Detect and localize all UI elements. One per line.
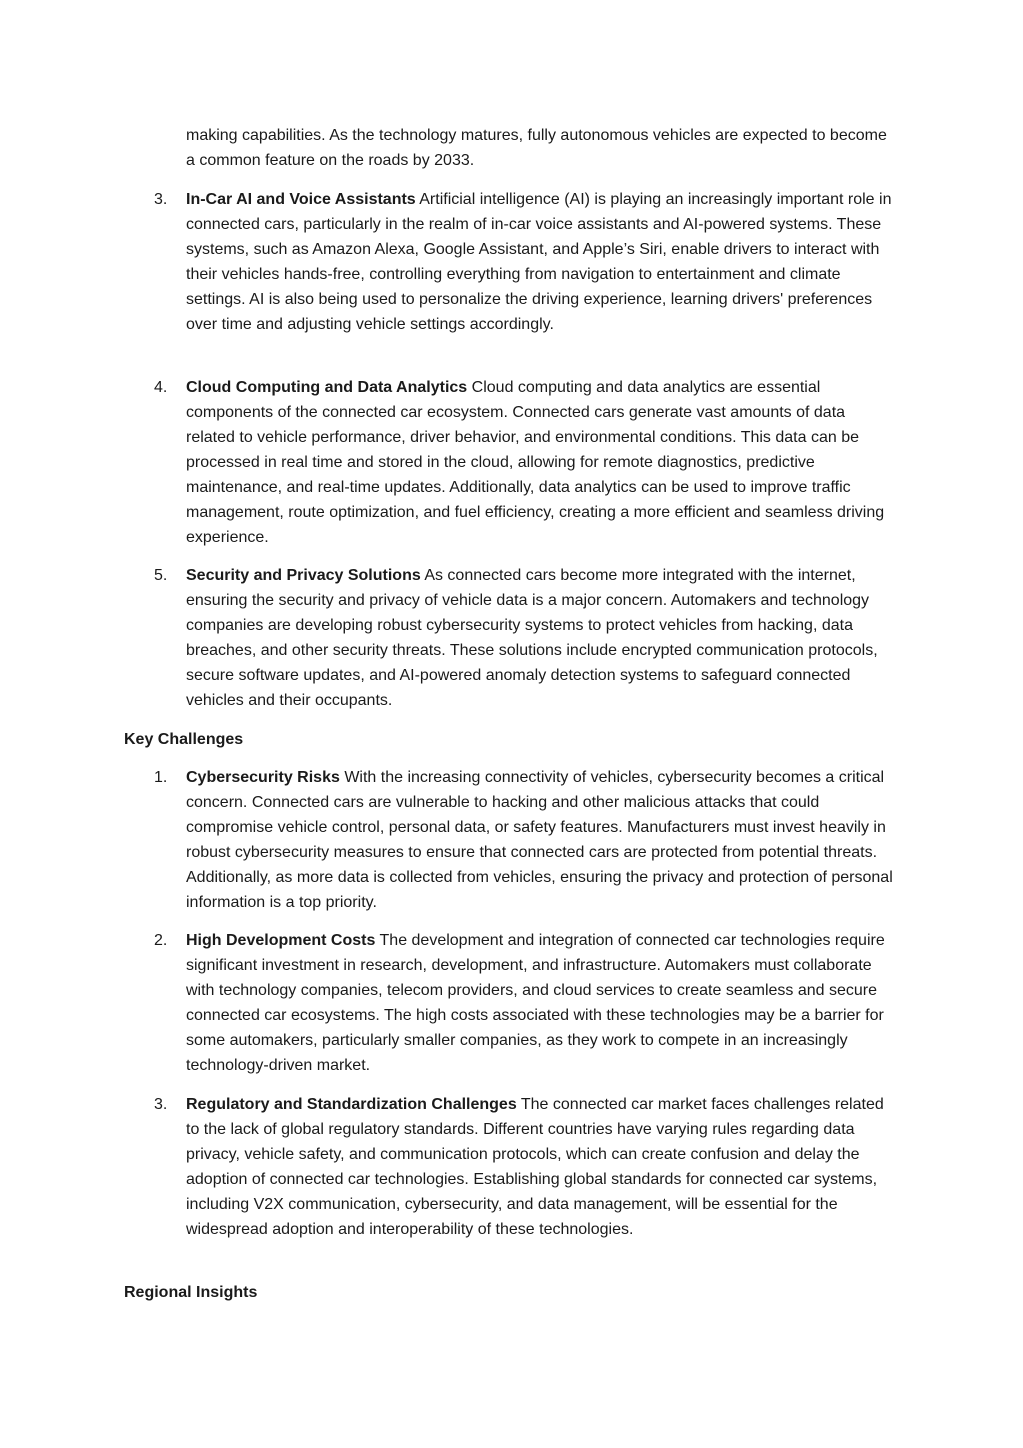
- list-item-title: High Development Costs: [186, 932, 376, 949]
- list-item-text: Cloud computing and data analytics are essential components of the connected car ecosystem. Connected cars generate vast amounts of data related to vehicle performance, driver behavior, and environmental conditions. This data can be processed in real time and stored in the cloud, allowing for remote diagnostics, predictive maintenance, and real-time updates. Additionally, data analytics can be used to improve traffic management, route optimization, and fuel efficiency, creating a more efficient and seamless driving experience.: [186, 379, 885, 546]
- list-item-title: Regulatory and Standardization Challenges: [186, 1096, 517, 1113]
- list-item-text: The development and integration of connected car technologies require significant investment in research, development, and infrastructure. Automakers must collaborate with technology companies, telecom providers, and cloud services to create seamless and secure connected car ecosystems. The high costs associated with these technologies may be a barrier for some automakers, particularly smaller companies, as they work to compete in an increasingly technology-driven market.: [186, 932, 885, 1074]
- list-number: 4.: [154, 379, 168, 396]
- list-item-text: The connected car market faces challenges related to the lack of global regulatory standards. Different countries have varying rules regarding data privacy, vehicle safety, and communication protocols, which can create confusion and delay the adoption of connected car technologies. Establishing global standards for connected car systems, including V2X communication, cybersecurity, and data management, will be essential for the widespread adoption and interoperability of these technologies.: [186, 1096, 884, 1238]
- list-item-trend-5: [154, 563, 898, 713]
- intro-continuation-text: making capabilities. As the technology matures, fully autonomous vehicles are expected to become a common feature on the roads by 2033.: [186, 127, 887, 169]
- list-item-challenge-1: [154, 765, 898, 915]
- intro-continuation-paragraph: [186, 123, 898, 173]
- list-item-text: As connected cars become more integrated with the internet, ensuring the security and privacy of vehicle data is a major concern. Automakers and technology companies are developing robust cybersecurity systems to protect vehicles from hacking, data breaches, and other security threats. These solutions include encrypted communication protocols, secure software updates, and AI-powered anomaly detection systems to safeguard connected vehicles and their occupants.: [186, 567, 878, 709]
- list-number: 5.: [154, 567, 168, 584]
- list-number: 2.: [154, 932, 168, 949]
- list-number: 3.: [154, 1096, 168, 1113]
- list-item-challenge-2: [154, 928, 898, 1078]
- list-item-title: Security and Privacy Solutions: [186, 567, 421, 584]
- list-item-title: In-Car AI and Voice Assistants: [186, 191, 416, 208]
- section-heading-regional-insights: Regional Insights: [124, 1284, 258, 1301]
- list-number: 3.: [154, 191, 168, 208]
- list-item-challenge-3: [154, 1092, 898, 1242]
- list-item-trend-4: [154, 375, 898, 550]
- list-item-title: Cloud Computing and Data Analytics: [186, 379, 468, 396]
- list-item-text: Artificial intelligence (AI) is playing an increasingly important role in connected cars, particularly in the realm of in-car voice assistants and AI-powered systems. These systems, such as Amazon Alexa, Google Assistant, and Apple’s Siri, enable drivers to interact with their vehicles hands-free, controlling everything from navigation to entertainment and climate settings. AI is also being used to personalize the driving experience, learning drivers' preferences over time and adjusting vehicle settings accordingly.: [186, 191, 892, 333]
- list-item-text: With the increasing connectivity of vehicles, cybersecurity becomes a critical concern. Connected cars are vulnerable to hacking and other malicious attacks that could compromise vehicle control, personal data, or safety features. Manufacturers must invest heavily in robust cybersecurity measures to ensure that connected cars are protected from potential threats. Additionally, as more data is collected from vehicles, ensuring the privacy and protection of personal information is a top priority.: [186, 769, 893, 911]
- section-heading-key-challenges: Key Challenges: [124, 731, 244, 748]
- list-item-trend-3: [154, 187, 898, 337]
- list-item-title: Cybersecurity Risks: [186, 769, 340, 786]
- list-number: 1.: [154, 769, 168, 786]
